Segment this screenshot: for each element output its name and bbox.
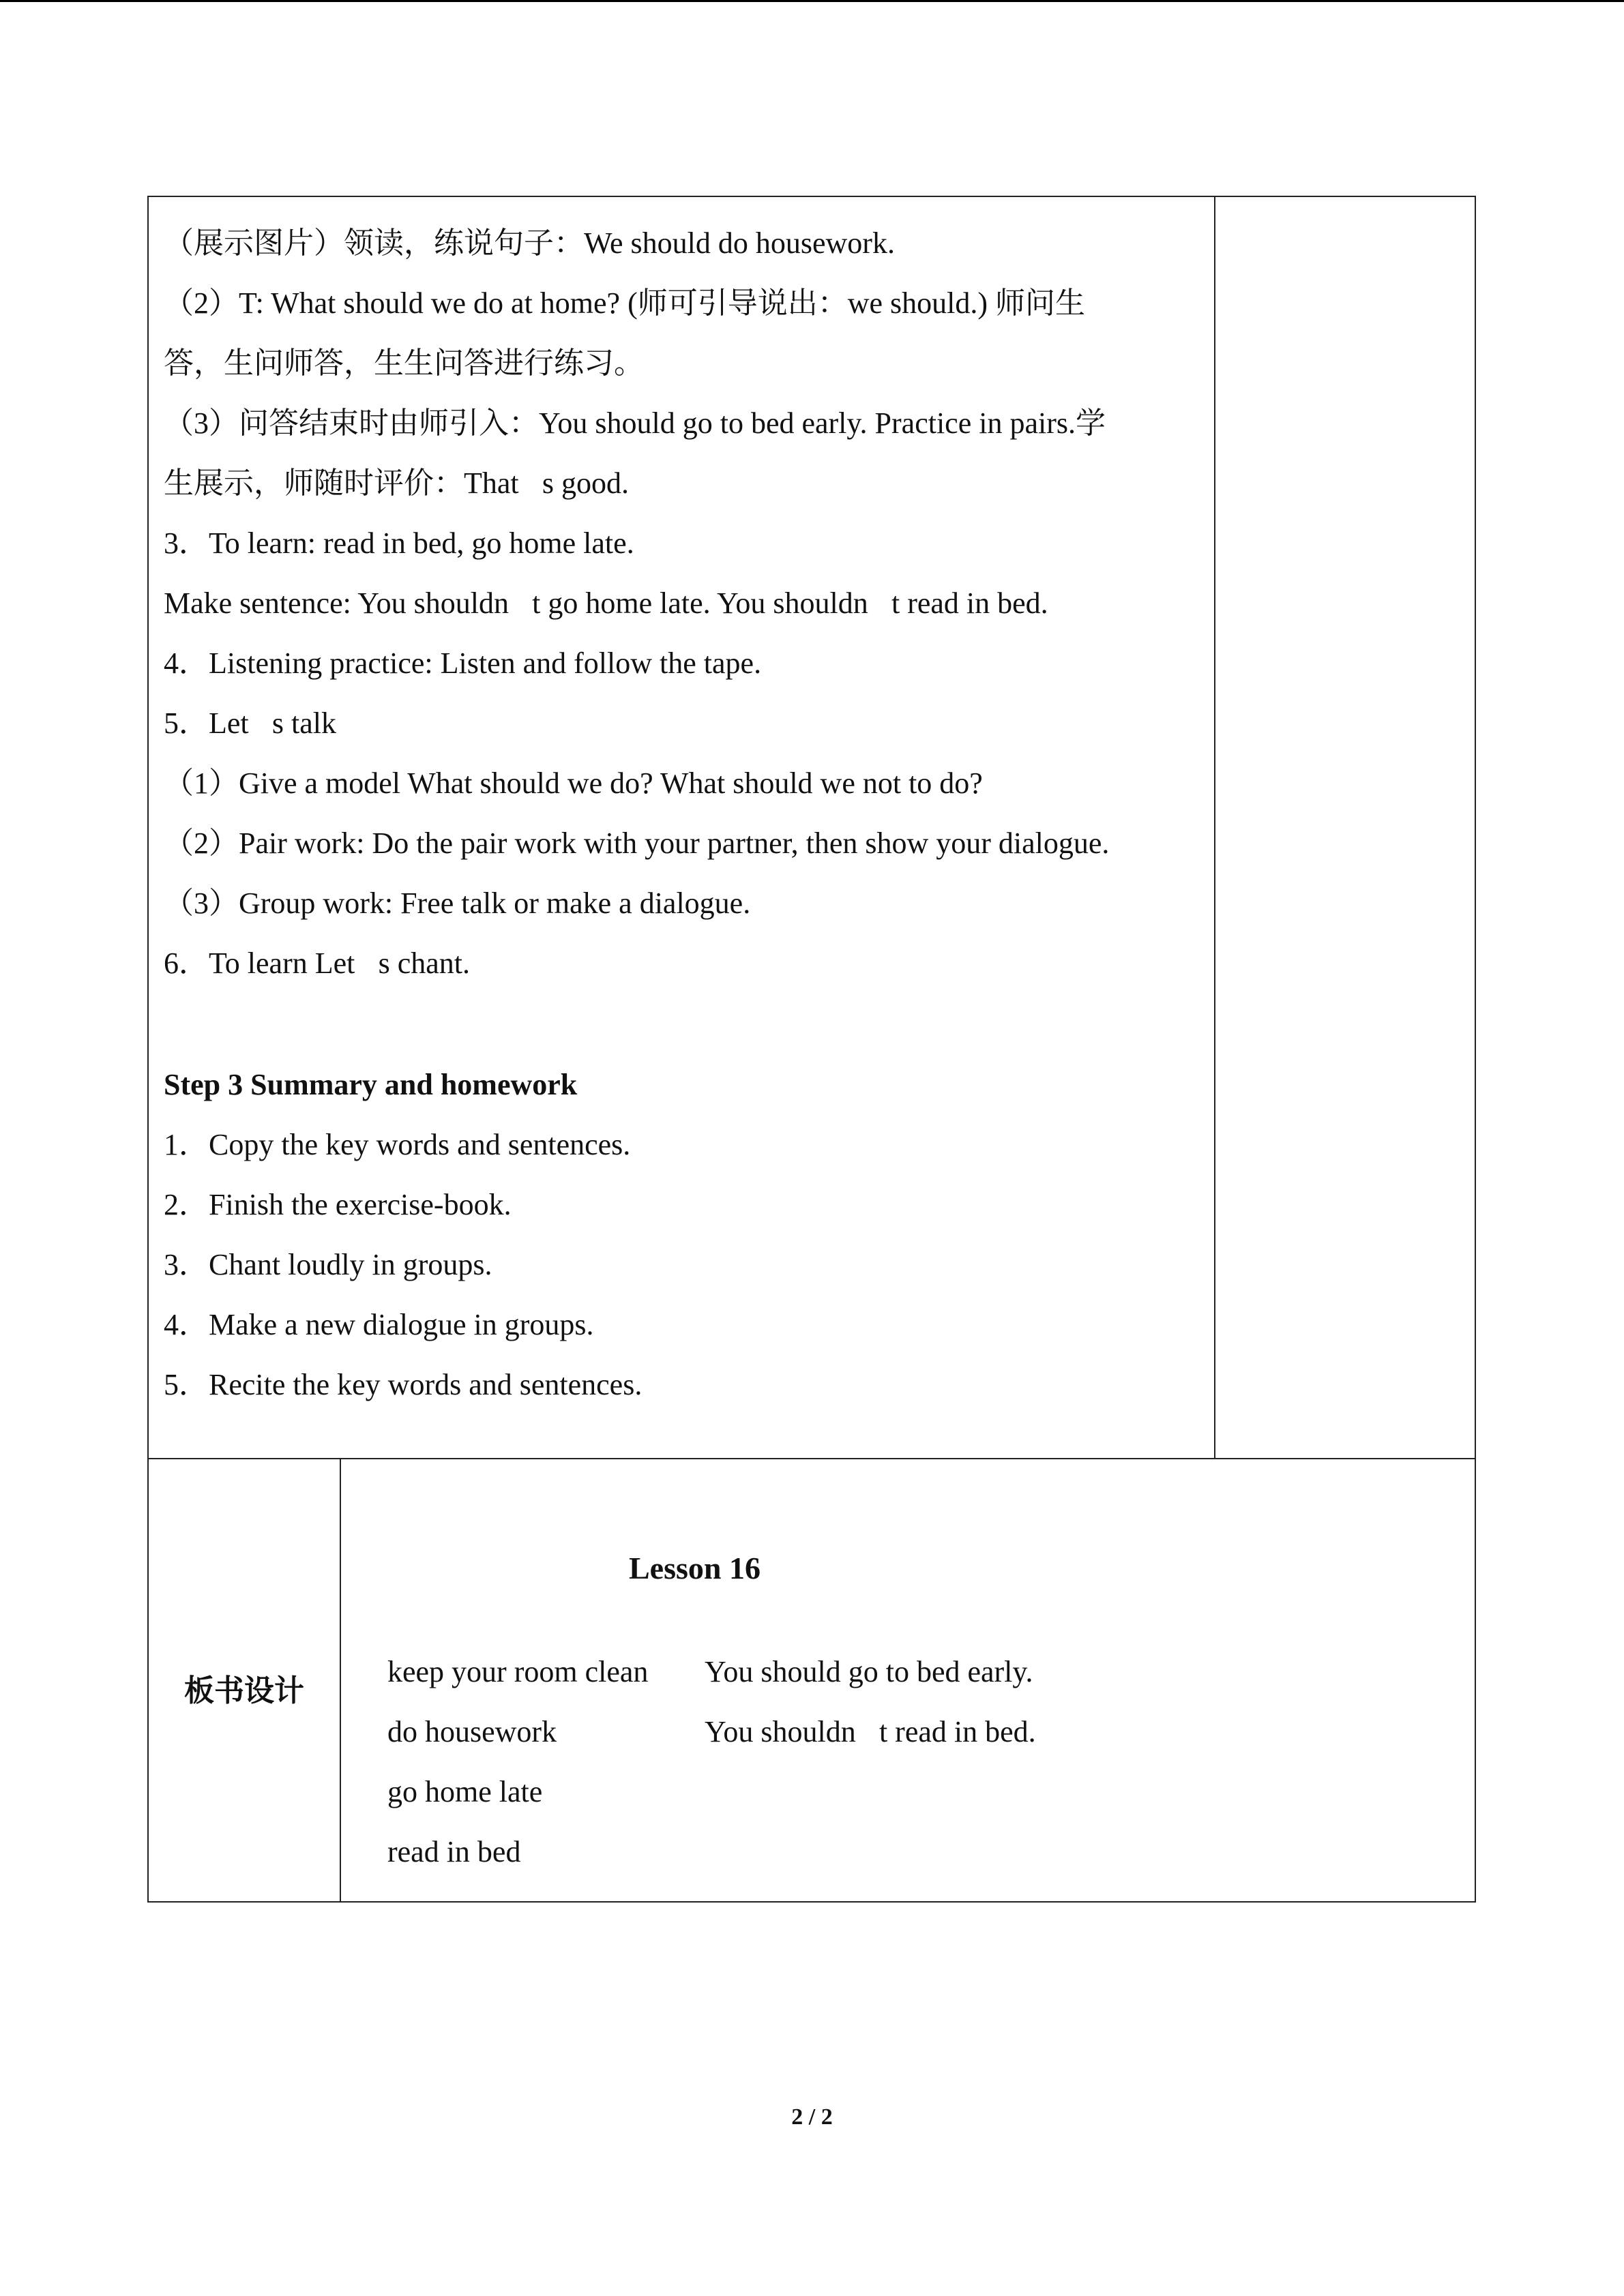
column-divider: [1214, 197, 1215, 1458]
process-line: 4．Listening practice: Listen and follow the tape.: [164, 646, 762, 680]
process-line: 3．To learn: read in bed, go home late.: [164, 526, 634, 560]
board-sentence: You shouldn t read in bed.: [705, 1715, 1036, 1748]
process-line: （3）Group work: Free talk or make a dialogue.: [164, 886, 751, 920]
homework-item: 3．Chant loudly in groups.: [164, 1248, 492, 1281]
process-line: 6．To learn Let s chant.: [164, 946, 471, 980]
process-line: （2）T: What should we do at home? (师可引导说出：we should.) 师问生: [164, 286, 1086, 320]
board-sentence: You should go to bed early.: [705, 1655, 1033, 1688]
board-phrase: go home late: [387, 1775, 543, 1808]
teaching-process-cell: [164, 213, 1214, 1415]
process-line: （3）问答结束时由师引入：You should go to bed early. Practice in pairs.学: [164, 406, 1106, 440]
process-line: （展示图片）领读，练说句子：We should do housework.: [164, 226, 895, 260]
board-phrase: do housework: [387, 1715, 557, 1748]
teaching-process-table: [147, 196, 1476, 1459]
column-divider: [340, 1459, 341, 1901]
process-line: Make sentence: You shouldn t go home late. You shouldn t read in bed.: [164, 586, 1048, 620]
board-design-table: [147, 1458, 1476, 1903]
homework-item: 5．Recite the key words and sentences.: [164, 1368, 643, 1401]
board-design-label: 板书设计: [184, 1673, 304, 1708]
homework-item: 4．Make a new dialogue in groups.: [164, 1308, 594, 1341]
board-phrases-column: [387, 1642, 648, 1882]
board-phrase: keep your room clean: [387, 1655, 649, 1688]
page-number: 2 / 2: [791, 2104, 833, 2130]
homework-item: 2．Finish the exercise-book.: [164, 1188, 512, 1221]
process-line: 生展示，师随时评价：That s good.: [164, 466, 629, 500]
homework-item: 1．Copy the key words and sentences.: [164, 1128, 631, 1161]
lesson-title: Lesson 16: [629, 1551, 761, 1585]
board-phrase: read in bed: [387, 1835, 521, 1868]
blank-line: [164, 994, 1214, 1055]
process-line: （2）Pair work: Do the pair work with your partner, then show your dialogue.: [164, 826, 1110, 860]
board-sentences-column: [705, 1642, 1036, 1762]
process-line: （1）Give a model What should we do? What should we not to do?: [164, 766, 983, 800]
step-heading: Step 3 Summary and homework: [164, 1068, 578, 1101]
page-top-border: [0, 0, 1624, 2]
process-line: 答，生问师答，生生问答进行练习。: [164, 346, 644, 380]
process-line: 5．Let s talk: [164, 706, 336, 740]
